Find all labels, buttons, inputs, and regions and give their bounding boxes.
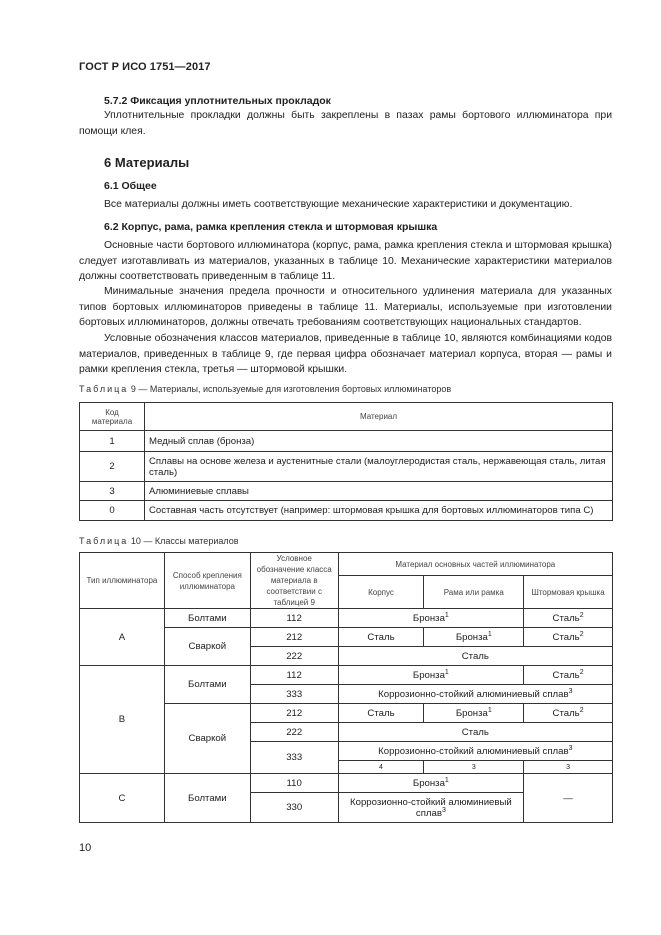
table-9-header-material: Материал — [145, 403, 613, 431]
table-10-header-frame: Рама или рамка — [424, 576, 524, 609]
section-6-1-title: 6.1 Общее — [104, 180, 157, 192]
table-row: 4 3 3 — [80, 761, 613, 774]
table-10-caption: Таблица 10 — Классы материалов — [79, 536, 239, 546]
table-row: 1 Медный сплав (бронза) — [80, 431, 613, 452]
section-6-2-paragraph-2: Минимальные значения предела прочности и относительного удлинения материала для указанных типов бортовых иллюминаторов приведены в таблице 11. Материалы, используемые при изготовлении бортовых иллюминаторов, должны отвечать требованиям соответствующих национальных стандартов. — [79, 286, 612, 328]
table-10-header-parts: Материал основных частей иллюминатора — [338, 553, 612, 576]
table-10-header-body: Корпус — [338, 576, 424, 609]
table-row: 2 Сплавы на основе железа и аустенитные стали (малоуглеродистая сталь, нержавеющая сталь, литая сталь) — [80, 452, 613, 482]
section-6-2-paragraph-1: Основные части бортового иллюминатора (корпус, рама, рамка крепления стекла и штормовая крышка) следует изготавливать из материалов, указанных в таблице 10. Механические характеристики материалов должны соответствовать приведенным в таблице 11. — [79, 240, 612, 282]
table-row: B Болтами 112 Бронза$^1$ Сталь$^2$ — [80, 666, 613, 685]
table-row: 222 Сталь — [80, 723, 613, 742]
table-10-header-type: Тип иллюминатора — [80, 553, 165, 609]
table-row: Сваркой 212 Сталь Бронза$^1$ Сталь$^2$ — [80, 628, 613, 647]
section-6-2-title: 6.2 Корпус, рама, рамка крепления стекла и штормовая крышка — [104, 221, 438, 233]
table-row: 0 Составная часть отсутствует (например: штормовая крышка для бортовых иллюминаторов типа С) — [80, 501, 613, 521]
table-row: 333 Коррозионно-стойкий алюминиевый сплав$^3$ — [80, 685, 613, 704]
table-row: Сваркой 212 Сталь Бронза$^1$ Сталь$^2$ — [80, 704, 613, 723]
table-row: 3 Алюминиевые сплавы — [80, 482, 613, 501]
table-row: 333 Коррозионно-стойкий алюминиевый сплав$^3$ — [80, 742, 613, 761]
section-6-1-text: Все материалы должны иметь соответствующие механические характеристики и документацию. — [104, 199, 573, 210]
table-row: 222 Сталь — [80, 647, 613, 666]
table-9-caption: Таблица 9 — Материалы, используемые для изготовления бортовых иллюминаторов — [79, 384, 452, 394]
section-5-7-2-title: 5.7.2 Фиксация уплотнительных прокладок — [104, 95, 331, 107]
page-number: 10 — [79, 842, 92, 854]
section-6-title: 6 Материалы — [104, 155, 190, 170]
table-row: 330 Коррозионно-стойкий алюминиевый сплав$^3$ — [80, 793, 613, 823]
table-9 — [79, 402, 613, 521]
table-10-header-method: Способ крепления иллюминатора — [164, 553, 250, 609]
table-10-header-designation: Условное обозначение класса материала в соответствии с таблицей 9 — [250, 553, 338, 609]
table-10 — [79, 552, 613, 823]
section-5-7-2-text: Уплотнительные прокладки должны быть закреплены в пазах рамы бортового иллюминатора при помощи клея. — [79, 110, 612, 137]
table-row: A Болтами 112 Бронза$^1$ Сталь$^2$ — [80, 609, 613, 628]
document-header: ГОСТ Р ИСО 1751—2017 — [79, 61, 211, 73]
table-10-header-cover: Штормовая крышка — [524, 576, 613, 609]
table-row: C Болтами 110 Бронза$^1$ — — [80, 774, 613, 793]
section-6-2-paragraph-3: Условные обозначения классов материалов, приведенные в таблице 10, являются комбинациями кодов материалов, приведенных в таблице 9, где первая цифра обозначает материал корпуса, вторая — рамы и рамки крепления стекла, третья — штормовой крышки. — [79, 333, 612, 375]
table-9-header-code: Код материала — [80, 403, 145, 431]
